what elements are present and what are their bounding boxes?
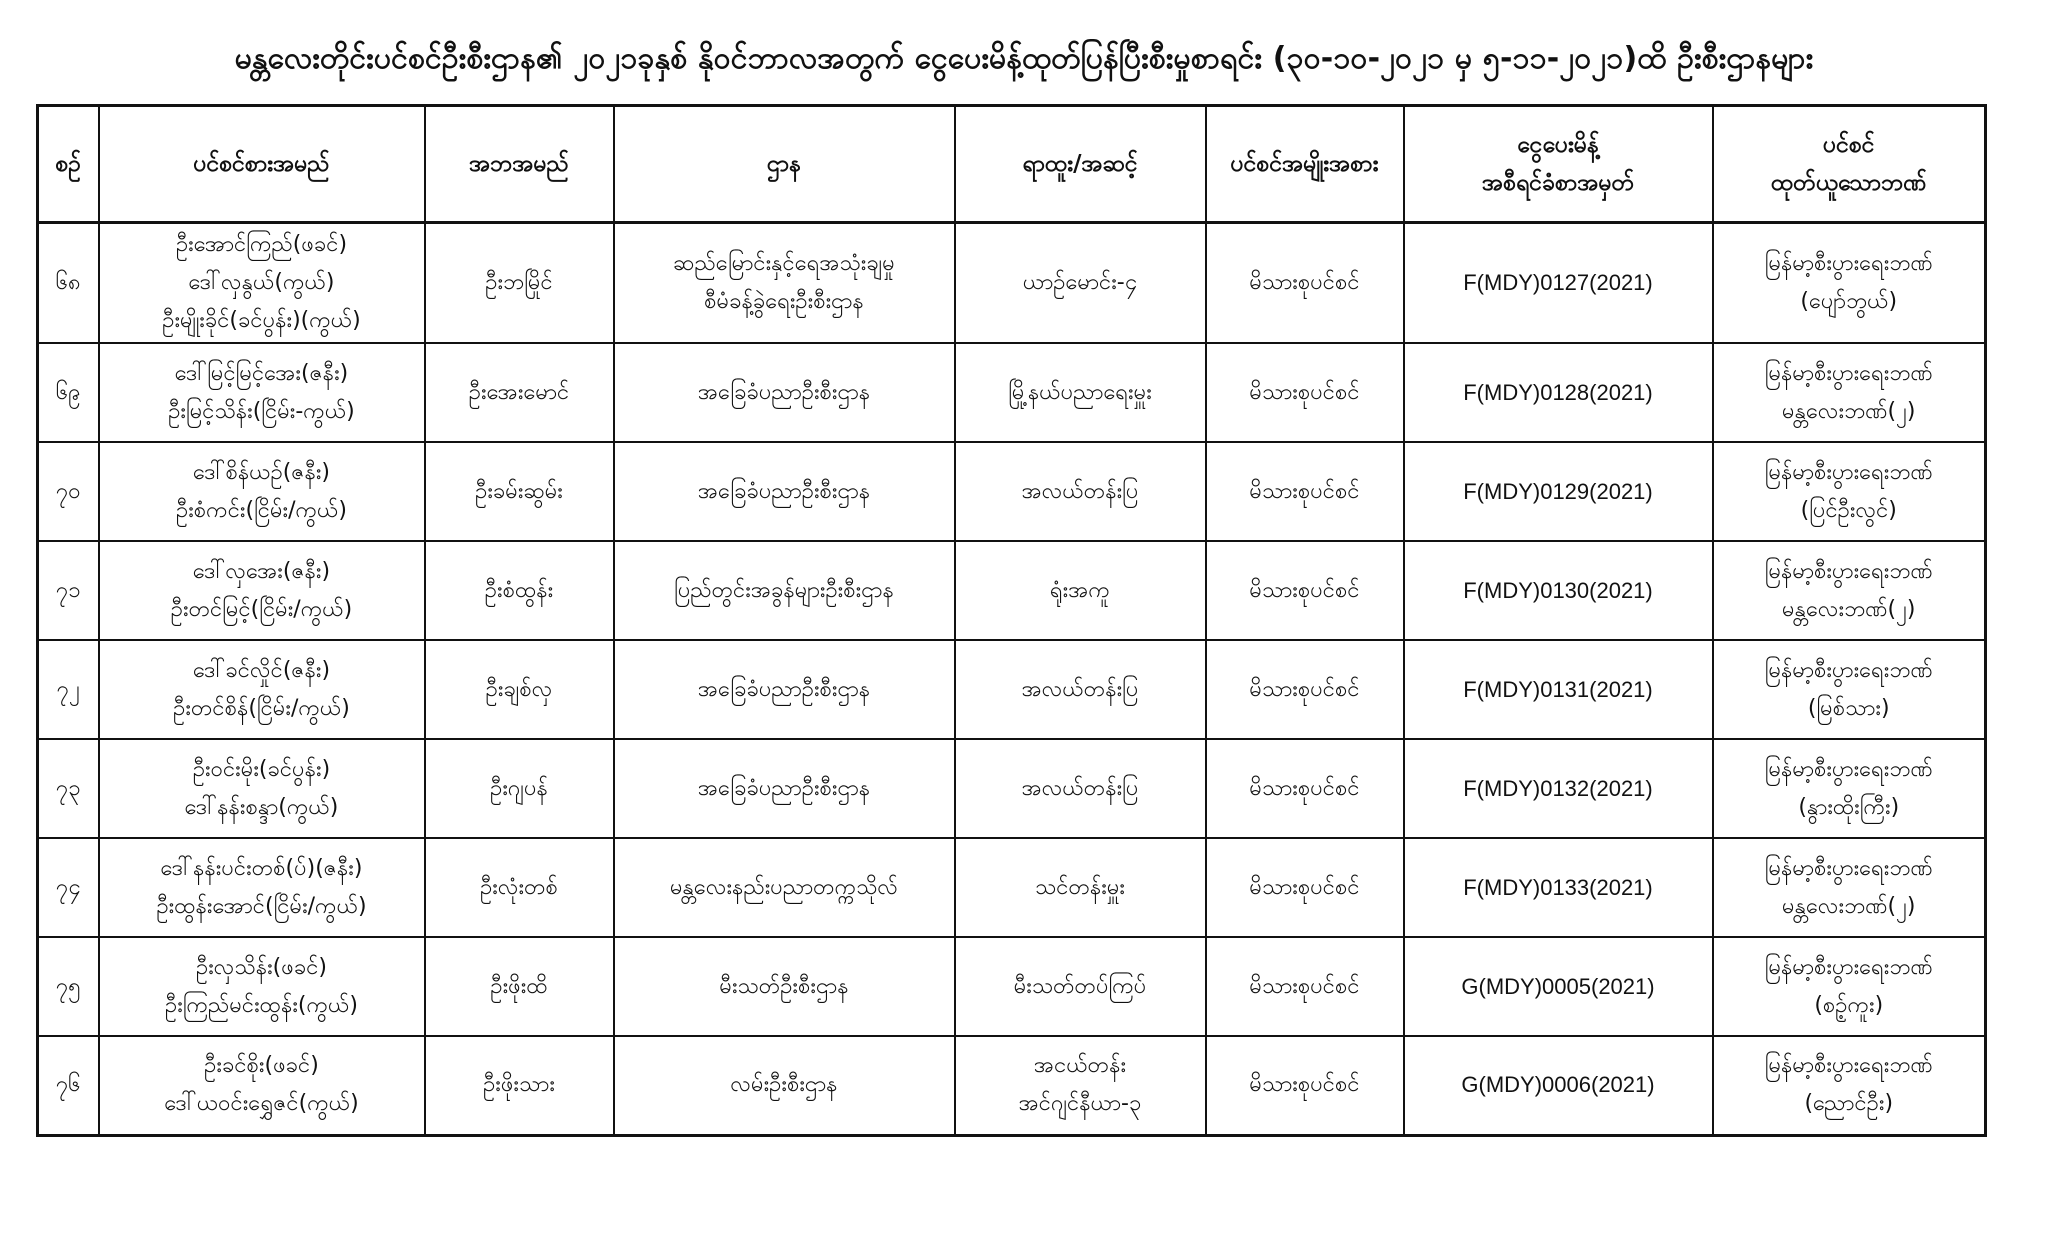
rank-line: သင်တန်းမှူး	[1034, 874, 1126, 900]
pensioner-name-line: ဦးမျိုးခိုင်(ခင်ပွန်း)(ကွယ်)	[162, 308, 361, 333]
rank-cell	[955, 223, 1206, 344]
header-pension-type: ပင်စင်အမျိုးအစား	[1206, 106, 1404, 223]
father-name-cell: ဦးဘမြိုင်	[425, 223, 614, 344]
header-pensioner-name: ပင်စင်စားအမည်	[99, 106, 425, 223]
order-number-cell: F(MDY)0127(2021)	[1404, 223, 1713, 344]
father-name-cell: ဦးဖိုးသား	[425, 1036, 614, 1135]
rank-cell	[955, 1036, 1206, 1135]
department-cell	[614, 343, 955, 442]
bank-cell	[1713, 838, 1986, 937]
table-row	[38, 343, 1986, 442]
pensioner-name-line: ဦးဝင်းမိုး(ခင်ပွန်း)	[192, 756, 331, 782]
bank-line: မြန်မာ့စီးပွားရေးဘဏ်	[1764, 1053, 1933, 1079]
rank-cell	[955, 937, 1206, 1036]
rank-cell	[955, 640, 1206, 739]
bank-cell	[1713, 937, 1986, 1036]
pension-type-cell: မိသားစုပင်စင်	[1206, 541, 1404, 640]
pensioner-name-line: ဒေါ်စိန်ယဉ်(ဇနီး)	[192, 459, 331, 485]
bank-cell	[1713, 739, 1986, 838]
table-row	[38, 739, 1986, 838]
pension-type-cell: မိသားစုပင်စင်	[1206, 838, 1404, 937]
header-no: စဉ်	[38, 106, 99, 223]
pensioner-name-cell	[99, 739, 425, 838]
order-number-cell: F(MDY)0131(2021)	[1404, 640, 1713, 739]
bank-line: (နွားထိုးကြီး)	[1798, 794, 1900, 820]
bank-cell	[1713, 640, 1986, 739]
rank-line: အလယ်တန်းပြ	[1021, 676, 1139, 702]
row-number-cell: ၇၀	[38, 442, 99, 541]
order-number-cell: F(MDY)0129(2021)	[1404, 442, 1713, 541]
table-row	[38, 937, 1986, 1036]
pensioner-name-cell	[99, 343, 425, 442]
row-number-cell: ၇၁	[38, 541, 99, 640]
department-cell	[614, 739, 955, 838]
pension-type-cell: မိသားစုပင်စင်	[1206, 937, 1404, 1036]
bank-line: မြန်မာ့စီးပွားရေးဘဏ်	[1764, 756, 1933, 782]
pensioner-name-cell	[99, 223, 425, 344]
pensioner-name-line: ဦးအောင်ကြည်(ဖခင်)	[175, 232, 348, 257]
pensioner-name-line: ဦးမြင့်သိန်း(ငြိမ်း-ကွယ်)	[168, 398, 355, 424]
bank-line: မြန်မာ့စီးပွားရေးဘဏ်	[1764, 459, 1933, 485]
row-number-cell: ၆၈	[38, 223, 99, 344]
page-title: မန္တလေးတိုင်းပင်စင်ဦးစီးဌာန၏ ၂၀၂၁ခုနှစ် နိုဝင်ဘာလအတွက် ငွေပေးမိန့်ထုတ်ပြန်ပြီးစီးမှုစာရင်း (၃၀-၁၀-၂၀၂၁ မှ ၅-၁၁-၂၀၂၁)ထိ ဦးစီးဌာနများ	[234, 41, 1814, 76]
rank-line: ရုံးအကူ	[1050, 577, 1110, 603]
header-bank	[1713, 106, 1986, 223]
bank-cell	[1713, 442, 1986, 541]
pension-type-cell: မိသားစုပင်စင်	[1206, 442, 1404, 541]
pensioner-name-cell	[99, 937, 425, 1036]
rank-line: အလယ်တန်းပြ	[1021, 478, 1139, 504]
department-line: အခြေခံပညာဦးစီးဌာန	[697, 775, 871, 801]
order-number-cell: F(MDY)0130(2021)	[1404, 541, 1713, 640]
bank-line: (ညောင်ဦး)	[1804, 1091, 1894, 1117]
pension-type-cell: မိသားစုပင်စင်	[1206, 223, 1404, 344]
order-number-cell: F(MDY)0133(2021)	[1404, 838, 1713, 937]
pensioner-name-line: ဦးထွန်းအောင်(ငြိမ်း/ကွယ်)	[156, 893, 367, 919]
row-number-cell: ၇၃	[38, 739, 99, 838]
rank-line: အလယ်တန်းပြ	[1021, 775, 1139, 801]
department-cell	[614, 1036, 955, 1135]
rank-line: အငယ်တန်း	[1033, 1053, 1127, 1079]
bank-line: (စဉ့်ကူး)	[1814, 992, 1884, 1018]
pension-type-cell: မိသားစုပင်စင်	[1206, 739, 1404, 838]
pensioner-name-line: ဦးတင်မြင့်(ငြိမ်း/ကွယ်)	[170, 596, 353, 622]
department-line: စီမံခန့်ခွဲရေးဦးစီးဌာန	[704, 289, 864, 314]
pensioner-name-line: ဒေါ်လှအေး(ဇနီး)	[192, 558, 331, 584]
father-name-cell: ဦးဂျပန်	[425, 739, 614, 838]
father-name-cell: ဦးစံထွန်း	[425, 541, 614, 640]
bank-line: မန္တလေးဘဏ်(၂)	[1782, 596, 1916, 622]
bank-line: မြန်မာ့စီးပွားရေးဘဏ်	[1764, 558, 1933, 584]
bank-line: (ပြင်ဦးလွင်)	[1800, 497, 1897, 523]
rank-line: ယာဉ်မောင်း-၄	[1022, 270, 1138, 295]
department-cell	[614, 223, 955, 344]
pension-type-cell: မိသားစုပင်စင်	[1206, 1036, 1404, 1135]
department-line: အခြေခံပညာဦးစီးဌာန	[697, 676, 871, 702]
rank-cell	[955, 442, 1206, 541]
pensioner-name-line: ဦးကြည်မင်းထွန်း(ကွယ်)	[165, 992, 358, 1018]
table-body	[38, 223, 1986, 1136]
pensioner-name-line: ဒေါ်နန်းစန္ဒာ(ကွယ်)	[184, 794, 339, 820]
pensioner-name-line: ဦးလှသိန်း(ဖခင်)	[196, 954, 327, 980]
department-line: မန္တလေးနည်းပညာတက္ကသိုလ်	[669, 874, 899, 900]
department-line: ပြည်တွင်းအခွန်များဦးစီးဌာန	[674, 577, 894, 603]
header-order-line-2: အစီရင်ခံစာအမှတ်	[1482, 170, 1634, 196]
department-cell	[614, 541, 955, 640]
department-cell	[614, 442, 955, 541]
department-cell	[614, 937, 955, 1036]
header-order-number	[1404, 106, 1713, 223]
pensioner-name-line: ဒေါ်ယဝင်းရွှေဇင်(ကွယ်)	[164, 1091, 359, 1117]
order-number-cell: F(MDY)0132(2021)	[1404, 739, 1713, 838]
rank-line: အင်ဂျင်နီယာ-၃	[1018, 1091, 1142, 1117]
bank-cell	[1713, 541, 1986, 640]
father-name-cell: ဦးချစ်လှ	[425, 640, 614, 739]
bank-line: (ပျော်ဘွယ်)	[1800, 289, 1898, 314]
pensioner-name-line: ဦးခင်စိုး(ဖခင်)	[204, 1053, 319, 1079]
header-department: ဌာန	[614, 106, 955, 223]
rank-cell	[955, 343, 1206, 442]
rank-line: မြို့နယ်ပညာရေးမှူး	[1008, 379, 1152, 405]
header-father-name: အဘအမည်	[425, 106, 614, 223]
table-header-row	[38, 106, 1986, 223]
bank-line: မြန်မာ့စီးပွားရေးဘဏ်	[1764, 657, 1933, 683]
bank-line: မြန်မာ့စီးပွားရေးဘဏ်	[1764, 360, 1933, 386]
bank-cell	[1713, 343, 1986, 442]
pensioner-name-line: ဒေါ်လှနွယ်(ကွယ်)	[188, 270, 335, 295]
header-bank-line-1: ပင်စင်	[1822, 132, 1875, 158]
bank-line: (မြစ်သား)	[1807, 695, 1890, 721]
rank-cell	[955, 739, 1206, 838]
pensioner-name-line: ဒေါ်နန်းပင်းတစ်(ပ်)(ဇနီး)	[160, 855, 363, 881]
pensioner-name-cell	[99, 1036, 425, 1135]
department-line: အခြေခံပညာဦးစီးဌာန	[697, 478, 871, 504]
table-row	[38, 640, 1986, 739]
row-number-cell: ၇၂	[38, 640, 99, 739]
table-row	[38, 442, 1986, 541]
pensioner-name-cell	[99, 838, 425, 937]
rank-line: မီးသတ်တပ်ကြပ်	[1013, 973, 1147, 999]
pensioner-name-cell	[99, 541, 425, 640]
department-line: မီးသတ်ဦးစီးဌာန	[719, 973, 849, 999]
pensioner-name-line: ဦးစံကင်း(ငြိမ်း/ကွယ်)	[176, 497, 347, 523]
table-row	[38, 838, 1986, 937]
bank-line: မြန်မာ့စီးပွားရေးဘဏ်	[1764, 251, 1933, 276]
bank-line: မြန်မာ့စီးပွားရေးဘဏ်	[1764, 855, 1933, 881]
department-line: ဆည်မြောင်းနှင့်ရေအသုံးချမှု	[673, 251, 895, 276]
father-name-cell: ဦးခမ်းဆွမ်း	[425, 442, 614, 541]
bank-line: မန္တလေးဘဏ်(၂)	[1782, 893, 1916, 919]
bank-line: မန္တလေးဘဏ်(၂)	[1782, 398, 1916, 424]
pension-type-cell: မိသားစုပင်စင်	[1206, 640, 1404, 739]
department-line: အခြေခံပညာဦးစီးဌာန	[697, 379, 871, 405]
header-rank: ရာထူး/အဆင့်	[955, 106, 1206, 223]
pensioner-name-line: ဒေါ်ခင်လှိုင်(ဇနီး)	[192, 657, 331, 683]
pensioner-name-cell	[99, 442, 425, 541]
table-row	[38, 1036, 1986, 1135]
rank-cell	[955, 838, 1206, 937]
row-number-cell: ၆၉	[38, 343, 99, 442]
pensioner-name-line: ဒေါ်မြင့်မြင့်အေး(ဇနီး)	[174, 360, 349, 386]
pension-table	[36, 104, 1987, 1137]
department-line: လမ်းဦးစီးဌာန	[730, 1072, 838, 1098]
bank-cell	[1713, 1036, 1986, 1135]
order-number-cell: F(MDY)0128(2021)	[1404, 343, 1713, 442]
table-row	[38, 223, 1986, 344]
order-number-cell: G(MDY)0006(2021)	[1404, 1036, 1713, 1135]
department-cell	[614, 838, 955, 937]
father-name-cell: ဦးအေးမောင်	[425, 343, 614, 442]
row-number-cell: ၇၆	[38, 1036, 99, 1135]
table-row	[38, 541, 1986, 640]
department-cell	[614, 640, 955, 739]
row-number-cell: ၇၄	[38, 838, 99, 937]
order-number-cell: G(MDY)0005(2021)	[1404, 937, 1713, 1036]
bank-cell	[1713, 223, 1986, 344]
header-bank-line-2: ထုတ်ယူသောဘဏ်	[1770, 170, 1927, 196]
pension-type-cell: မိသားစုပင်စင်	[1206, 343, 1404, 442]
pensioner-name-line: ဦးတင်စိန်(ငြိမ်း/ကွယ်)	[173, 695, 350, 721]
father-name-cell: ဦးလုံးတစ်	[425, 838, 614, 937]
pensioner-name-cell	[99, 640, 425, 739]
bank-line: မြန်မာ့စီးပွားရေးဘဏ်	[1764, 954, 1933, 980]
rank-cell	[955, 541, 1206, 640]
header-order-line-1: ငွေပေးမိန့်	[1517, 132, 1599, 158]
father-name-cell: ဦးဖိုးထိ	[425, 937, 614, 1036]
row-number-cell: ၇၅	[38, 937, 99, 1036]
